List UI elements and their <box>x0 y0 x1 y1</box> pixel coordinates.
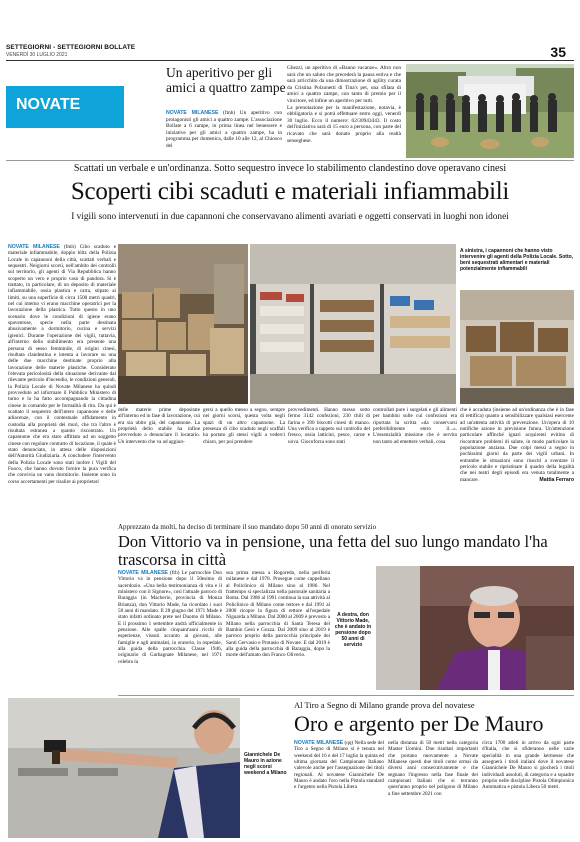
tiro-text-3: circa 1700 atleti in arrivo da ogni parte d'Italia, che si sfideranno nelle varie specialità in una grande kermesse che assegnerà i titoli italiani dove il novatese Giannichele De Mauro si giocherà i titoli individuali assoluti, di categoria e a squadre proprio nelle discipline Pistola Olimpionica Automatica e pistola Libera 50 metri. <box>482 740 574 791</box>
vittorio-kicker: NOVATE MILANESE <box>118 570 168 576</box>
aperitivo-kicker: NOVATE MILANESE <box>166 110 219 116</box>
page-header <box>0 0 580 62</box>
tiro-text-2: nella distanza di 50 metri nella categoria Master Uomini. Due risultati importanti che portano nuovamente a Novate Milanese questi due titoli come ormai da diversi anni consecutivamente e che segnano l'ingresso nella fase finale dei campionati Italiani che si terranno quest'anno proprio nel poligono di Milano a fine settembre 2021 con <box>388 740 478 797</box>
vittorio-title: Don Vittorio va in pensione, una fetta del suo lungo mandato l'ha trascorsa in città <box>118 532 548 569</box>
main-author-tag: (fmh) <box>63 244 76 250</box>
main-column-1 <box>8 244 116 692</box>
vittorio-text-2: sua prima messa a Rogoredo, nella periferia milanese e dal 1978. Prosegue come cappellano al Policlinico di Milano sino al 1986. Nel frattempo si specializza nella pastorale sanitaria a Roma. Dal 1986 al 1991 continua la sua attività al Policlinico di Milano come rettore e dal 1991 al 2000 ricopre la figura di rettore all'ospedale Niguarda a Milano. Dal 2000 al 2009 è prevosto a Milano nella parrocchia di Santa Teresa del Bambin Gesù e Gozza. Dal 2009 sino al 2019 è parroco proprio della parrocchia principale dei Santi Gervasio e Protasio di Novate. E dal 2019 è alla guida della parrocchia di Baraggia, dopo la morte dell'amato don Franco Oliverio. <box>226 570 330 659</box>
main-column-2 <box>118 407 200 519</box>
main-subhead: I vigili sono intervenuti in due capannoni che conservavano alimenti avariati e oggetti conservati in luoghi non idonei <box>71 212 509 222</box>
aperitivo-text-1: Un aperitivo con protagonisti gli amici a quattro zampe. L'associazione Bollate a 6 zampe, in prima linea nel benessere e iniziative per gli amici a quattro zampe, ha in programma per domenica, dalle 10 alle 12, al Chiosco del <box>166 110 282 149</box>
main-text-6: che è accaduta (insieme ad un'ordinanza che è in fase di rettifica) quanto a sensibilizzare qualsiasi esercente ad un'attenta attività di prevenzione. Un'opera di 10 notifiche azione in previsione futura. Un'attenzione particolare affinché ignari acquirenti evitino di riscontrare problemi di salute, in modo particolare la popolazione anziana. Due colpi messi a segno in pochissimi giorni da parte dei vigili urbani. In entrambe le situazioni sono riusciti a sventare il pericolo stabile e ripristinare il quadro della legalità che nei teatri degli episodi era venuta totalmente a mancare. <box>460 407 574 483</box>
main-text-5: controllati pure i surgelati e gli alimenti per bambini sulle cui confezioni era riportata la scritta «da conservarsi preferibilmente entro il...». L'essenzialità missione che è servita non tanto ad emettere verbali, cosa <box>373 407 457 445</box>
section-rule <box>6 160 574 161</box>
warehouse-photo-1 <box>118 244 248 404</box>
main-kicker: NOVATE MILANESE <box>8 244 60 250</box>
aperitivo-column-1 <box>166 110 282 154</box>
section-rule-2 <box>118 695 574 696</box>
main-headline: Scoperti cibi scaduti e materiali infiammabili <box>70 178 510 205</box>
shooting-photo <box>8 698 240 838</box>
main-signature: Mattia Ferraro <box>539 476 574 483</box>
main-column-6 <box>460 407 574 517</box>
vittorio-photo-caption: A destra, don Vittorio Made, che è andato in pensione dopo 50 anni di servizio <box>334 612 372 648</box>
page-number: 35 <box>550 44 566 60</box>
main-text-2: delle materie prime depositate all'interno ed in fase di lavorazione, cui era sia ubito già, del capannone. La proprietà dello stabile ha infine provveduto a denunciare il locatario. Un intervento che va ad aggiun- <box>118 407 200 445</box>
issue-date: VENERDÌ 30 LUGLIO 2021 <box>6 52 68 58</box>
main-photo-caption: A sinistra, i capannoni che hanno visto intervenire gli agenti della Polizia Locale. Sotto, beni sequestrati alimentari e materiali potenzialmente infiammabili <box>460 248 574 272</box>
tiro-column-1 <box>294 740 384 836</box>
vittorio-text-1: Le parrocchie Don Vittorio va in pensione dopo il 50esimo di sacerdozio. «Una bella testimonianza di vita e il ministero con il Signore», così l'attuale parroco di Baraggia (in Macherio, provincia di Monza Brianza), don Vittorio Made, ha ricordato i suoi 50 anni di mandato. Il 28 giugno del 1971 Made è stato infatti ordinato prete nel Duomo di Milano. E il prossimo 1 settembre andrà ufficialmente in pensione. Alle spalle cinquant'anni ricchi di esperienze, vissuti accanto ai giovani, alle famiglie e agli ammalati, in oratorio, in ospedale, alla guida della parrocchia. Classe 1946, originario di Garbagnate Milanese, nel 1971 celebra la <box>118 570 222 665</box>
aperitivo-photo <box>406 64 574 158</box>
tiro-photo-caption: Giannichele De Mauro in azione negli scorsi weekend a Milano <box>244 752 287 776</box>
tiro-overline: Al Tiro a Segno di Milano grande prova del novatese <box>294 700 475 710</box>
section-label: NOVATE <box>6 86 124 128</box>
main-column-5 <box>373 407 457 519</box>
vittorio-overline: Apprezzato da molti, ha deciso di terminare il suo mandato dopo 50 anni di onorato servizio <box>118 523 377 531</box>
main-text-4: provvedimenti. Hanno messo sotto fermo 3142 confezioni, 230 chili di farina e 390 biscotti cinesi di manzo. Una verifica a tappeto sul controllo del fresco, ossia latticini, pesce, carne e uova. Giocoforza sono stati <box>288 407 370 445</box>
main-overline: Scattati un verbale e un'ordinanza. Sotto sequestro invece lo stabilimento clandestino dove operavano cinesi <box>73 163 507 174</box>
warehouse-photo-3 <box>460 290 574 404</box>
tiro-column-2 <box>388 740 478 836</box>
newspaper-brand: SETTEGIORNI - SETTEGIORNI BOLLATE <box>6 44 136 51</box>
aperitivo-text-3: La prenotazione per la manifestazione, notavia, è obbligatoria e si potrà effettuare entro oggi, venerdì 30 luglio. Ecco il numero: 02/30943443. Il costo dell'iniziativa sarà di 15 euro a persona, con parte del ricavato che sarà donato proprio alla realtà senseghese. <box>287 104 401 144</box>
main-text-3: gersi a quello messo a segno, sempre nei giorni scorsi, questa volta negli spazi di un altro capannone. La presenza di cibo scaduto negli scaffali ha portato gli stessi vigili a vederci chiaro, per poi prendere <box>203 407 285 445</box>
vittorio-photo <box>376 566 574 690</box>
vittorio-author-tag: (frh) <box>169 570 180 576</box>
aperitivo-text-2: Ghezzi, un aperitivo di «Bauno vacanze». Altro non sarà che un saluto che precederà la pausa estiva e che sarà arricchito da una dimostrazione di agility curata da Cristina Polzonetti di Tina's pet, una sfilata di amici a quattro zampe, con tanto di premio per il vincitore, ed infine un aperitivo per tutti. <box>287 65 401 104</box>
main-column-4 <box>288 407 370 519</box>
header-rule <box>6 60 574 61</box>
aperitivo-title: Un aperitivo per gli amici a quattro zampe <box>166 65 286 95</box>
warehouse-photo-2 <box>250 244 456 404</box>
tiro-title: Oro e argento per De Mauro <box>294 711 544 736</box>
main-column-3 <box>203 407 285 519</box>
aperitivo-author-tag: (fmh) <box>223 110 236 116</box>
aperitivo-column-2 <box>287 65 401 157</box>
vittorio-column-2 <box>226 570 330 688</box>
tiro-column-3 <box>482 740 574 836</box>
main-text-1: Cibo scaduto e materiale infiammabile, doppio blitz della Polizia Locale in capannoni della città, scattati verbali e sequestri. Neigiorni scorsi, nell'ambito dei controlli sul territorio, gli agenti di Via Repubblica hanno scoperto un vero e proprio vaso di pandora. Si è trattato, in particolare, di un deposito di materiale infiammabile, ossia plastica e carta, stipato ai limiti, su una superficie di circa 1500 metri quadri, nel cui interno vi erano macchine operatrici per la lavorazione della plastica. Tutto questo in uno scenario dove le condizioni di igiene erano spaventose, specie nella parte destinata abusivamente a dormitorio, cucina e servizi igienici. Durante l'operazione dei vigili, tuttavia, all'interno dello stabilimento era presente una persona di sesso femminile, di origini cinesi, risultata clandestina e intenta a lavorare su una delle due macchine destinate proprio alla lavorazione delle materie plastiche. Considerato l'elevata pericolosità della situazione derivante dal rilevante pericolo d'incendio, le condizioni generali, la Polizia Locale di Novate Milanese ha quindi provveduto ad informare il Pubblico Ministero di turno e lo ha fatto accompagnando la cittadina cinese in comando per le formalità di rito. Da qui è scattato il sequestro dell'intero capannone e delle adiacenze, con il contestuale affidamento in custodia alla proprietà dei muri, che tra l'altro è risultata estranea a quanto riscontrato. Un capannone che era stato affittato ad un soggetto cinese con regolare contratto di locazione, il quale è stato denunciato, in attesa delle disposizioni dell'Autorità Giudiziaria. A concludere l'intervento della Polizia Locale sono stati inoltre i Vigili del Fuoco, che hanno dovuto fornire la pura verifica che convivia un vano dormitorio. Insieme sono in corso accertamenti per risalire ai proprietari <box>8 244 116 485</box>
tiro-text-1: Nella sede del Tiro a Segno di Milano si è tenuta nel weekend del 16 e del 17 luglio la quinta ed ultima giornata del Campionato Italiano valevole anche per l'assegnazione dei titoli regionali. Al novatese Giannichele De Mauro è andato l'oro nella Pistola standard e l'argento nella Pistola Libera <box>294 740 384 791</box>
tiro-author-tag: (qq) <box>344 740 354 746</box>
tiro-kicker: NOVATE MILANESE <box>294 740 344 746</box>
vittorio-column-1 <box>118 570 222 688</box>
